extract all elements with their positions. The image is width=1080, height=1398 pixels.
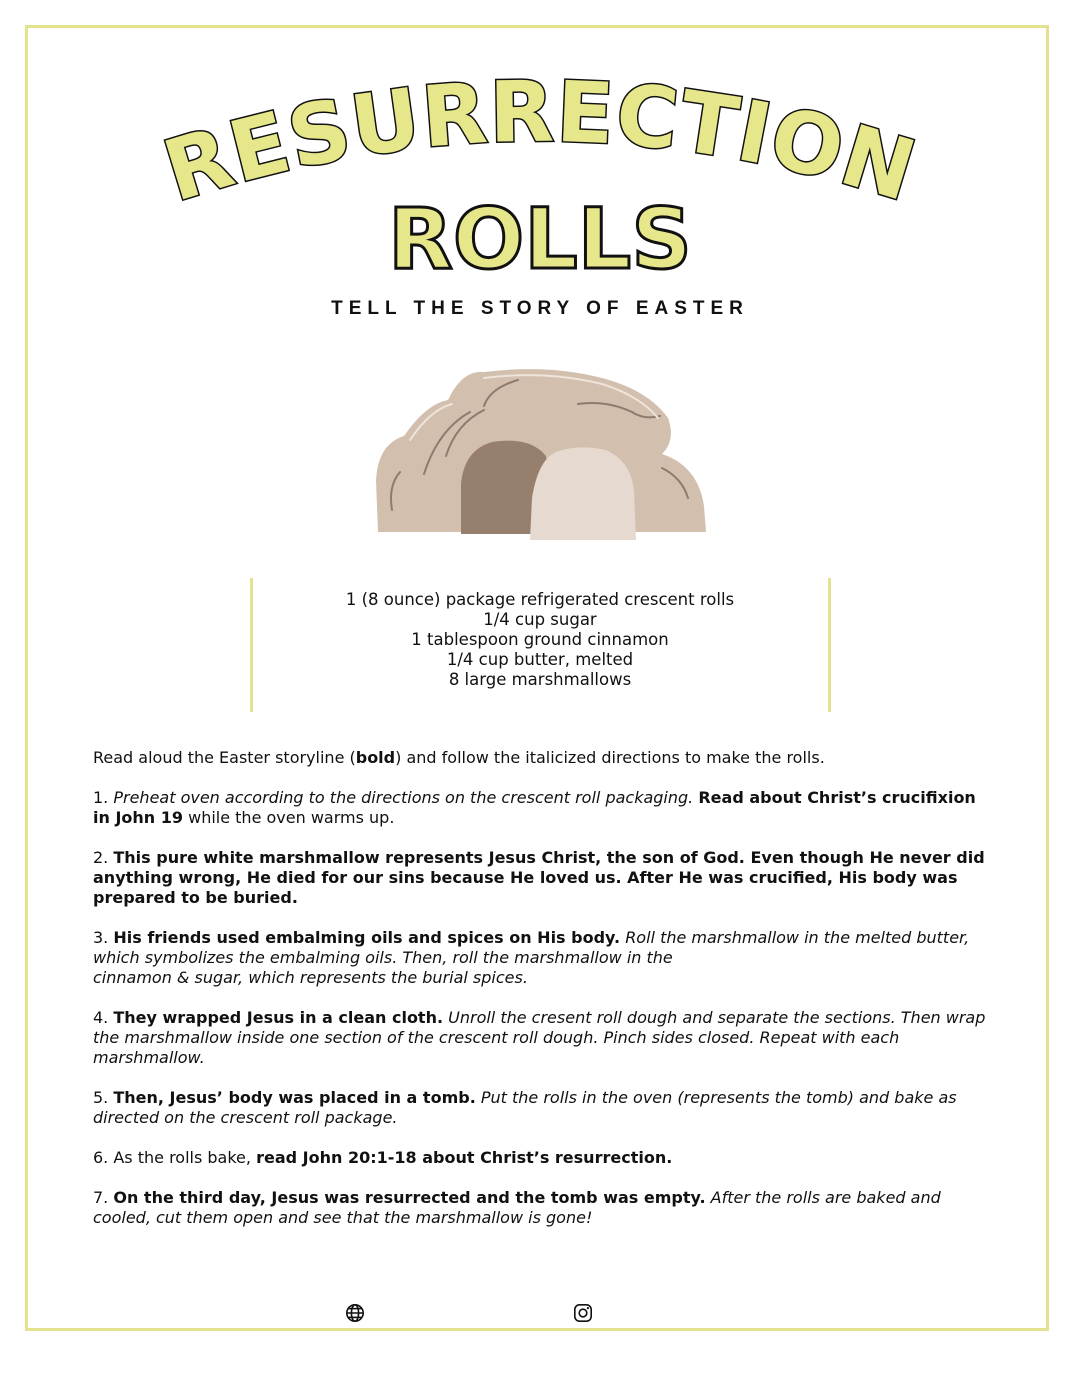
tomb-illustration	[370, 360, 715, 550]
page-title	[0, 0, 1080, 300]
ingredient-item: 8 large marshmallows	[448, 670, 632, 689]
tomb-stone	[530, 447, 636, 540]
ingredients-left-bar	[250, 578, 253, 712]
ingredients-right-bar	[828, 578, 831, 712]
globe-icon[interactable]	[345, 1303, 365, 1323]
step-5: 5. Then, Jesus’ body was placed in a tomb. Put the rolls in the oven (represents the tomb) and bake as directed on the crescent roll package.	[93, 1088, 957, 1127]
step-3: 3. His friends used embalming oils and spices on His body. Roll the marshmallow in the melted butter, which symbolizes the embalming oils. Then, roll the marshmallow in the cinnamon & sugar, which represents the burial spices.	[93, 928, 970, 987]
title-line-1: RESURRECTION	[153, 62, 927, 221]
step-4: 4. They wrapped Jesus in a clean cloth. Unroll the cresent roll dough and separate the sections. Then wrap the marshmallow inside one section of the crescent roll dough. Pinch sides closed. Repeat with each marshmallow.	[93, 1008, 986, 1067]
page-subtitle: TELL THE STORY OF EASTER	[331, 298, 749, 319]
intro-paragraph: Read aloud the Easter storyline (bold) and follow the italicized directions to make the rolls.	[93, 748, 825, 767]
step-6: 6. As the rolls bake, read John 20:1-18 about Christ’s resurrection.	[93, 1148, 673, 1167]
ingredients-list	[260, 590, 820, 690]
title-line-2: ROLLS	[388, 190, 692, 288]
ingredient-item: 1/4 cup sugar	[483, 610, 597, 629]
ingredient-item: 1 (8 ounce) package refrigerated crescent rolls	[345, 590, 735, 609]
instagram-icon[interactable]	[573, 1303, 593, 1323]
instructions	[93, 748, 998, 1248]
step-2: 2. This pure white marshmallow represents Jesus Christ, the son of God. Even though He never did anything wrong, He died for our sins because He loved us. After He was crucified, His body was prepared to be buried.	[93, 848, 985, 907]
step-1: 1. Preheat oven according to the directions on the crescent roll packaging. Read about Christ’s crucifixion in John 19 while the oven warms up.	[93, 788, 976, 827]
ingredient-item: 1 tablespoon ground cinnamon	[411, 630, 669, 649]
ingredient-item: 1/4 cup butter, melted	[446, 650, 634, 669]
step-7: 7. On the third day, Jesus was resurrected and the tomb was empty. After the rolls are baked and cooled, cut them open and see that the marshmallow is gone!	[93, 1188, 941, 1227]
